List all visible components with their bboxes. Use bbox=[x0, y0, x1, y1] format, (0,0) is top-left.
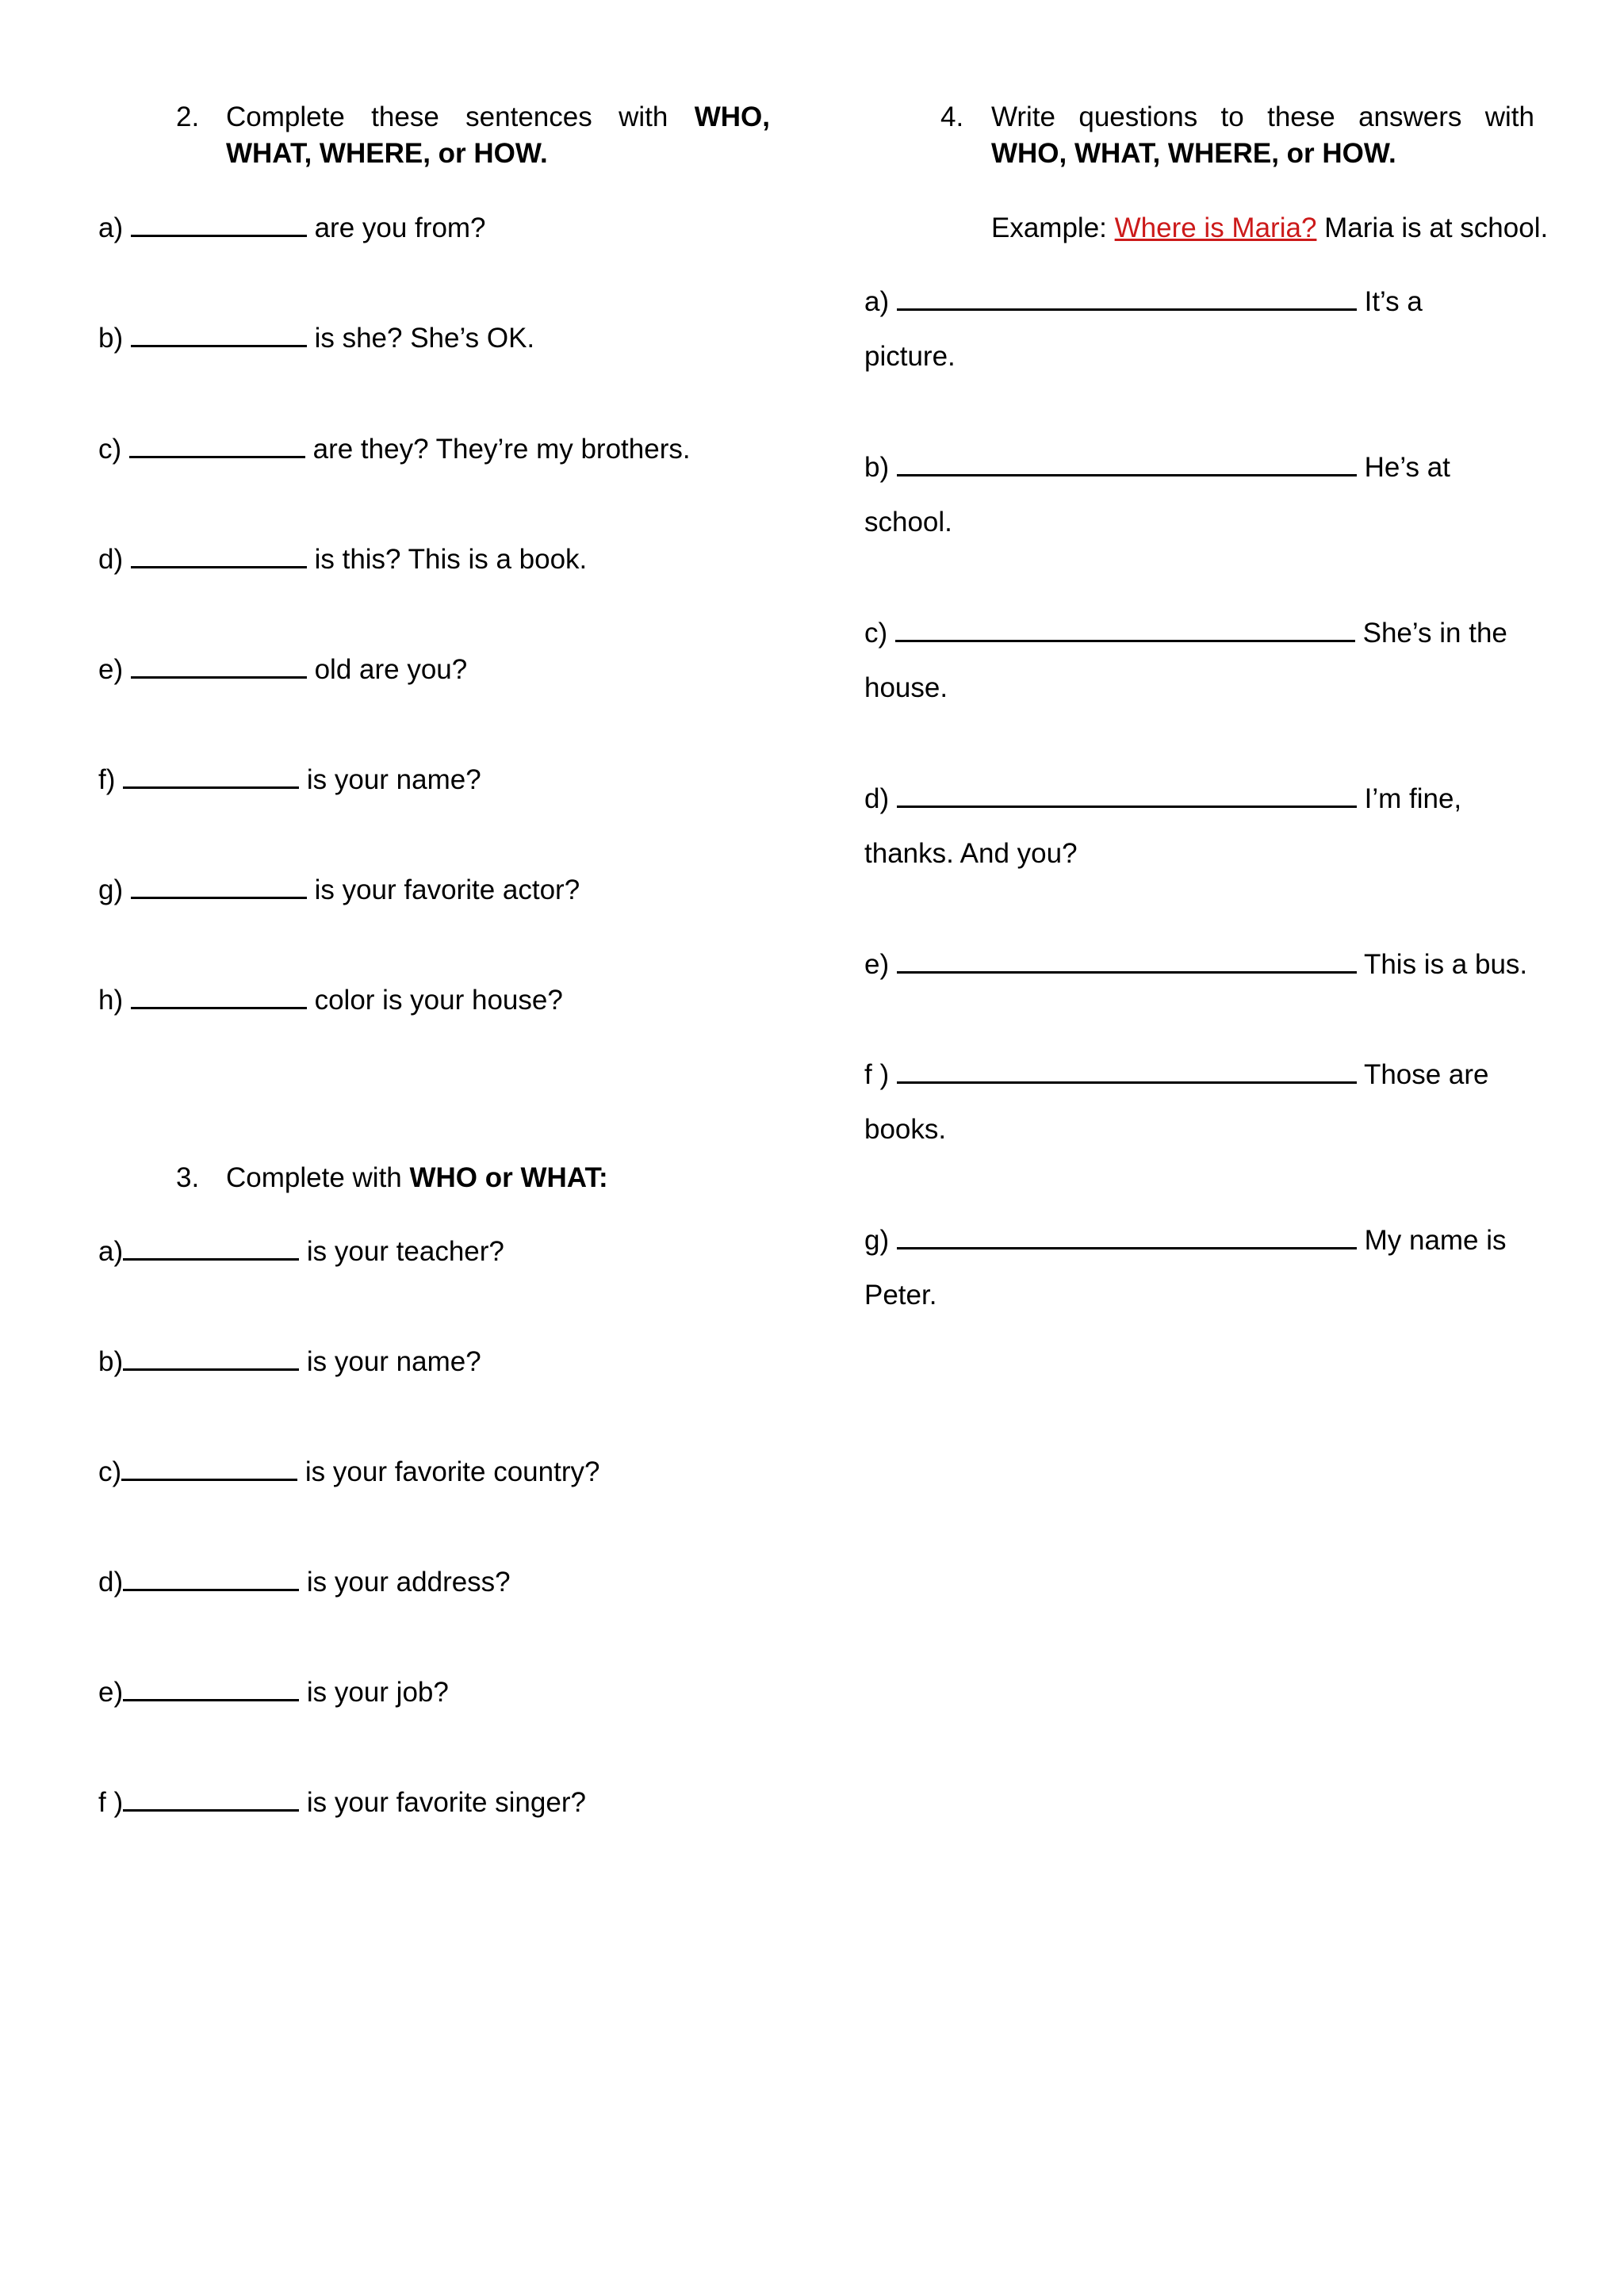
item-text: My name is bbox=[1364, 1225, 1507, 1256]
item-label: h) bbox=[98, 985, 124, 1016]
item-text: is this? This is a book. bbox=[314, 544, 588, 575]
example-rest: Maria is at school. bbox=[1316, 212, 1549, 243]
answer-blank[interactable] bbox=[897, 285, 1357, 311]
answer-blank[interactable] bbox=[123, 1565, 299, 1591]
item-text: is your favorite singer? bbox=[306, 1787, 586, 1818]
item-text: It’s a bbox=[1364, 286, 1423, 317]
section4-item-continued: picture. bbox=[864, 341, 956, 372]
item-text: is your name? bbox=[306, 1346, 481, 1377]
item-text: is your job? bbox=[306, 1677, 449, 1708]
answer-blank[interactable] bbox=[131, 983, 307, 1009]
section4-item bbox=[864, 450, 1450, 485]
answer-blank[interactable] bbox=[123, 1234, 299, 1261]
section3-number: 3. bbox=[176, 1162, 200, 1193]
item-label: a) bbox=[864, 286, 890, 317]
item-label: b) bbox=[98, 1346, 124, 1377]
item-text: color is your house? bbox=[314, 985, 563, 1016]
answer-blank[interactable] bbox=[897, 1058, 1357, 1084]
section2-word: sentences bbox=[465, 101, 592, 132]
section4-word: Write bbox=[991, 101, 1056, 132]
item-text: is your favorite actor? bbox=[314, 874, 580, 905]
section2-item bbox=[98, 432, 691, 467]
section4-item bbox=[864, 285, 1423, 320]
section3-item bbox=[98, 1675, 449, 1710]
answer-blank[interactable] bbox=[897, 450, 1357, 476]
section4-instruction-line1 bbox=[991, 100, 1534, 135]
item-text: is your name? bbox=[306, 764, 481, 795]
item-text: is your teacher? bbox=[306, 1236, 504, 1267]
item-label: f ) bbox=[864, 1059, 890, 1090]
answer-blank[interactable] bbox=[897, 1223, 1357, 1249]
section4-item bbox=[864, 1223, 1507, 1258]
answer-blank[interactable] bbox=[123, 1785, 299, 1812]
item-label: b) bbox=[864, 452, 890, 483]
section2-item bbox=[98, 652, 467, 687]
item-text: is your favorite country? bbox=[304, 1456, 600, 1487]
item-label: g) bbox=[98, 874, 124, 905]
answer-blank[interactable] bbox=[123, 1675, 299, 1701]
answer-blank[interactable] bbox=[123, 1345, 299, 1371]
section2-instruction-line1 bbox=[226, 100, 770, 135]
answer-blank[interactable] bbox=[131, 873, 307, 899]
section2-word-bold: WHO, bbox=[694, 101, 770, 132]
answer-blank[interactable] bbox=[131, 211, 307, 237]
item-text: He’s at bbox=[1364, 452, 1450, 483]
item-text: is she? She’s OK. bbox=[314, 323, 535, 354]
section2-word: these bbox=[371, 101, 439, 132]
item-text: This is a bus. bbox=[1363, 949, 1528, 980]
item-text: Those are bbox=[1363, 1059, 1489, 1090]
section4-item-continued: Peter. bbox=[864, 1280, 937, 1311]
section3-item bbox=[98, 1345, 481, 1380]
item-label: g) bbox=[864, 1225, 890, 1256]
item-label: b) bbox=[98, 323, 124, 354]
item-label: c) bbox=[98, 1456, 122, 1487]
answer-blank[interactable] bbox=[131, 542, 307, 568]
section4-item bbox=[864, 947, 1527, 982]
section2-item bbox=[98, 321, 534, 356]
section4-item-continued: thanks. And you? bbox=[864, 838, 1078, 869]
item-label: d) bbox=[864, 783, 890, 814]
section4-item-continued: books. bbox=[864, 1114, 947, 1145]
example-answer: Where is Maria? bbox=[1114, 212, 1317, 243]
section4-word: to bbox=[1220, 101, 1244, 132]
section4-number: 4. bbox=[940, 101, 964, 132]
section4-item bbox=[864, 782, 1461, 817]
section2-item bbox=[98, 211, 486, 246]
section4-word: answers bbox=[1358, 101, 1462, 132]
section4-example bbox=[991, 211, 1548, 246]
section3-instruction bbox=[226, 1161, 608, 1196]
item-label: d) bbox=[98, 1567, 124, 1598]
section2-number: 2. bbox=[176, 101, 200, 132]
item-label: d) bbox=[98, 544, 124, 575]
answer-blank[interactable] bbox=[121, 1455, 297, 1481]
section4-item-continued: school. bbox=[864, 507, 952, 538]
section4-item bbox=[864, 1058, 1489, 1093]
answer-blank[interactable] bbox=[123, 763, 299, 789]
section2-word: with bbox=[619, 101, 668, 132]
item-text: old are you? bbox=[314, 654, 468, 685]
item-label: a) bbox=[98, 1236, 124, 1267]
section3-item bbox=[98, 1455, 599, 1490]
item-label: e) bbox=[864, 949, 890, 980]
section4-word: with bbox=[1484, 101, 1534, 132]
item-label: f) bbox=[98, 764, 116, 795]
section4-word: questions bbox=[1078, 101, 1198, 132]
item-text: She’s in the bbox=[1362, 618, 1507, 649]
section4-word: these bbox=[1267, 101, 1335, 132]
section4-item-continued: house. bbox=[864, 672, 948, 703]
answer-blank[interactable] bbox=[897, 782, 1357, 808]
section2-word: Complete bbox=[226, 101, 345, 132]
item-label: f ) bbox=[98, 1787, 124, 1818]
section2-item bbox=[98, 983, 563, 1018]
item-label: e) bbox=[98, 1677, 124, 1708]
section2-item bbox=[98, 873, 580, 908]
item-text: is your address? bbox=[306, 1567, 511, 1598]
answer-blank[interactable] bbox=[131, 652, 307, 679]
section4-instruction-line2: WHO, WHAT, WHERE, or HOW. bbox=[991, 138, 1396, 169]
answer-blank[interactable] bbox=[131, 321, 307, 347]
item-label: c) bbox=[98, 434, 122, 465]
example-label: Example: bbox=[991, 212, 1115, 243]
section2-instruction-line2: WHAT, WHERE, or HOW. bbox=[226, 138, 548, 169]
item-label: e) bbox=[98, 654, 124, 685]
answer-blank[interactable] bbox=[129, 432, 305, 458]
section3-item bbox=[98, 1785, 586, 1820]
section2-item bbox=[98, 542, 587, 577]
section2-item bbox=[98, 763, 481, 798]
section4-item bbox=[864, 616, 1507, 651]
item-text: are they? They’re my brothers. bbox=[312, 434, 691, 465]
item-label: a) bbox=[98, 212, 124, 243]
section3-item bbox=[98, 1234, 504, 1269]
section3-item bbox=[98, 1565, 511, 1600]
item-text: I’m fine, bbox=[1364, 783, 1462, 814]
item-text: are you from? bbox=[314, 212, 486, 243]
answer-blank[interactable] bbox=[895, 616, 1355, 642]
item-label: c) bbox=[864, 618, 888, 649]
section3-instruction-text: Complete with bbox=[226, 1162, 410, 1193]
answer-blank[interactable] bbox=[897, 947, 1357, 974]
section3-instruction-bold: WHO or WHAT: bbox=[409, 1162, 608, 1193]
